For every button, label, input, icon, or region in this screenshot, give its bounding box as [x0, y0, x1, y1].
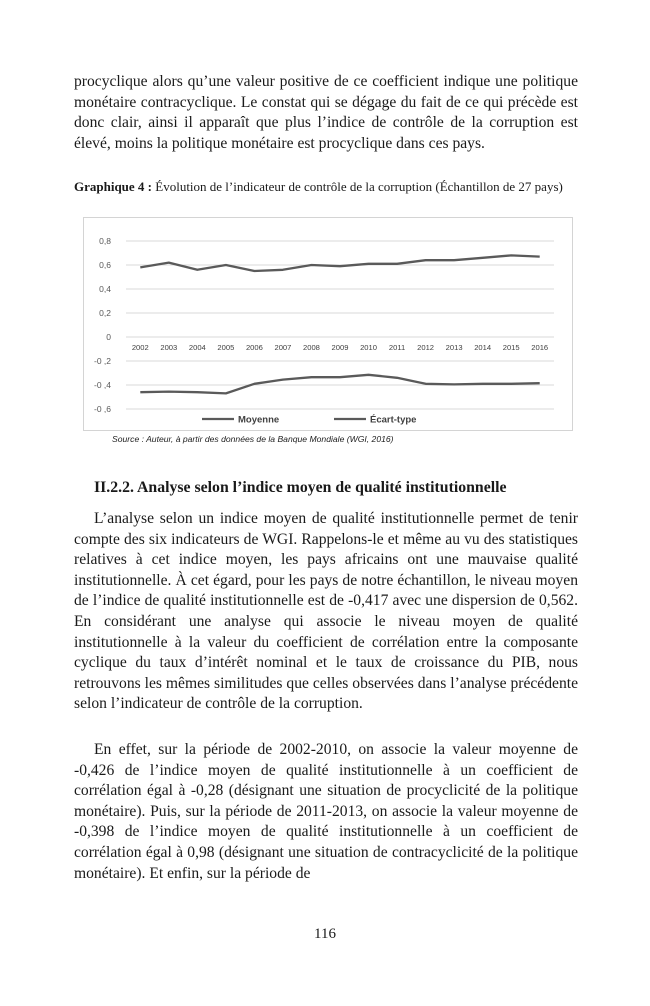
x-tick-label: 2006 — [245, 343, 263, 352]
y-tick-label: -0 ,6 — [93, 404, 111, 414]
x-tick-label: 2007 — [274, 343, 292, 352]
body-paragraph-1: L’analyse selon un indice moyen de qualité institutionnelle permet de tenir compte des six indicateurs de WGI. Rappelons-le et même au vu des statistiques relatives à cet indice moyen, les pays africains ont une mauvaise qualité institutionnelle. À cet égard, pour les pays de notre échantillon, le niveau moyen de l’indice de qualité institutionnelle est de -0,417 avec une dispersion de 0,562. En considérant une analyse qui associe le niveau moyen de qualité institutionnelle à la valeur du coefficient de corrélation entre la composante cyclique du taux d’intérêt nominal et le taux de croissance du PIB, nous retrouvons les mêmes similitudes que celles observées dans l’analyse précédente selon l’indicateur de contrôle de la corruption. — [74, 510, 578, 713]
x-tick-label: 2010 — [360, 343, 377, 352]
body-paragraph-2: En effet, sur la période de 2002-2010, on associe la valeur moyenne de -0,426 de l’indice moyen de qualité institutionnelle à un coefficient de corrélation égal à -0,28 (désignant une situation de procyclicité de la politique monétaire). Puis, sur la période de 2011-2013, on associe la valeur moyenne de -0,398 de l’indice moyen de qualité institutionnelle à un coefficient de corrélation égal à 0,98 (désignant une situation de contracyclicité de la politique monétaire). Et enfin, sur la période de — [74, 741, 578, 882]
x-tick-label: 2011 — [388, 343, 406, 352]
page-number: 116 — [314, 926, 336, 942]
y-tick-label: 0,6 — [99, 260, 111, 270]
section-title: II.2.2. Analyse selon l’indice moyen de qualité institutionnelle — [94, 479, 507, 496]
y-tick-label: 0,4 — [99, 284, 111, 294]
x-tick-label: 2015 — [502, 343, 520, 352]
y-tick-label: -0 ,2 — [93, 356, 111, 366]
series-line-ecart-type — [140, 375, 539, 394]
figure-label: Graphique 4 : — [74, 179, 153, 194]
legend-label-moyenne: Moyenne — [238, 414, 280, 426]
chart-frame — [83, 217, 573, 431]
figure-caption — [74, 178, 584, 195]
x-tick-label: 2008 — [303, 343, 320, 352]
y-tick-label: 0 — [106, 332, 111, 342]
y-tick-label: -0 ,4 — [93, 380, 111, 390]
line-chart — [84, 218, 572, 430]
figure-caption-text: Évolution de l’indicateur de contrôle de la corruption (Échantillon de 27 pays) — [152, 179, 563, 194]
figure-source: Source : Auteur, à partir des données de la Banque Mondiale (WGI, 2016) — [112, 434, 394, 444]
x-tick-label: 2013 — [445, 343, 463, 352]
x-tick-label: 2005 — [217, 343, 235, 352]
legend-label-ecart-type: Écart-type — [370, 414, 417, 426]
series-line-moyenne — [140, 255, 539, 271]
x-tick-label: 2002 — [131, 343, 149, 352]
x-tick-label: 2014 — [474, 343, 492, 352]
x-tick-label: 2016 — [531, 343, 549, 352]
x-tick-label: 2009 — [331, 343, 349, 352]
y-tick-label: 0,8 — [99, 236, 111, 246]
x-tick-label: 2012 — [417, 343, 435, 352]
y-tick-label: 0,2 — [99, 308, 111, 318]
x-tick-label: 2003 — [160, 343, 178, 352]
x-tick-label: 2004 — [188, 343, 206, 352]
intro-paragraph: procyclique alors qu’une valeur positive de ce coefficient indique une politique monétaire contracyclique. Le constat qui se dégage du fait de ce qui précède est donc clair, ainsi il apparaît que plus l’indice de contrôle de la corruption est élevé, moins la politique monétaire est procyclique dans ces pays. — [74, 73, 578, 152]
